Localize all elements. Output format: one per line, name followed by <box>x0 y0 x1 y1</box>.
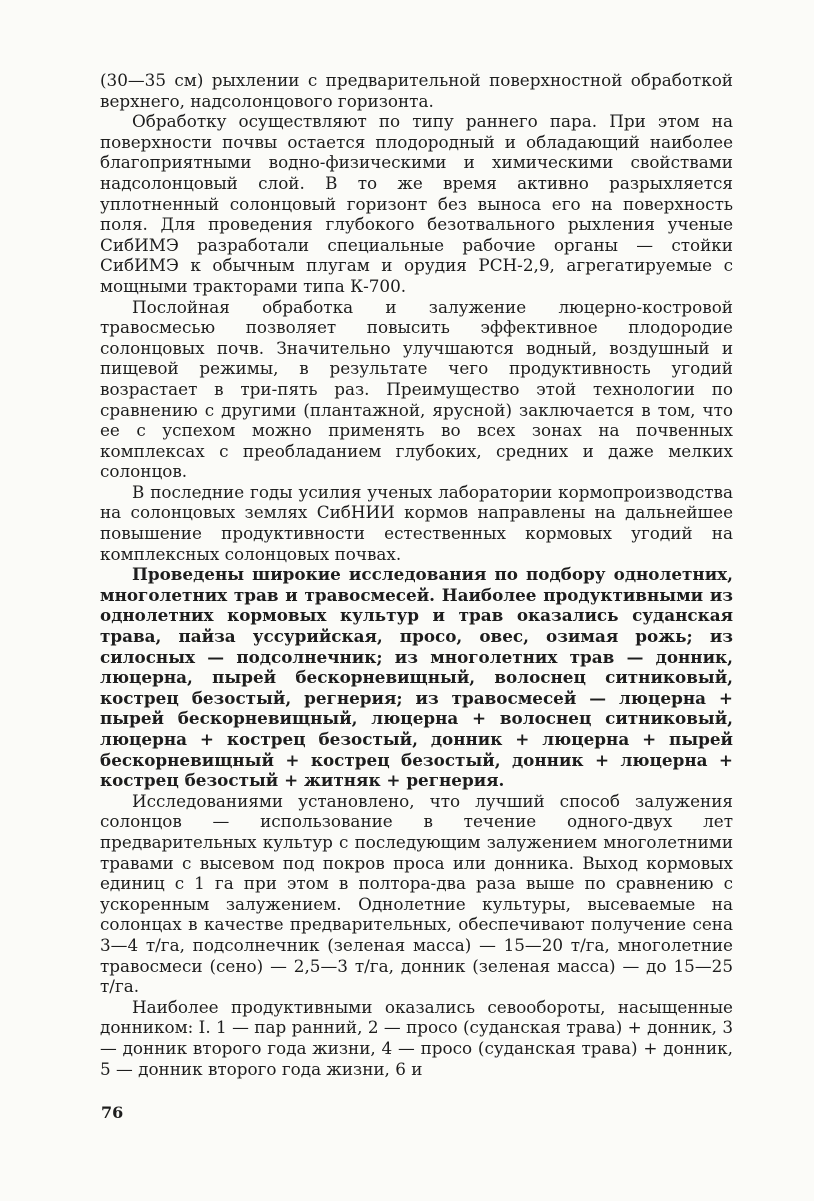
paragraph-1: (30—35 см) рыхлении с предварительной поверхностной обработкой верхнего, надсолонцового горизонта. <box>100 70 733 111</box>
page-number: 76 <box>101 1103 124 1122</box>
paragraph-3: Послойная обработка и залужение люцерно-костровой травосмесью позволяет повысить эффективное плодородие солонцовых почв. Значительно улучшаются водный, воздушный и пищевой режимы, в результате чего продуктивность угодий возрастает в три-пять раз. Преимущество этой технологии по сравнению с другими (плантажной, ярусной) заключается в том, что ее с успехом можно применять во всех зонах на почвенных комплексах с преобладанием глубоких, средних и даже мелких солонцов. <box>100 296 733 482</box>
paragraph-5: Проведены широкие исследования по подбору однолетних, многолетних трав и травосмесей. Наиболее продуктивными из однолетних кормовых культур и трав оказались суданская трава, пайза уссурийская, просо, овес, озимая рожь; из силосных — подсолнечник; из многолетних трав — донник, люцерна, пырей бескорневищный, волоснец ситниковый, кострец безостый, регнерия; из травосмесей — люцерна + пырей бескорневищный, люцерна + волоснец ситниковый, люцерна + кострец безостый, донник + люцерна + пырей бескорневищный + кострец безостый, донник + люцерна + кострец безостый + житняк + регнерия. <box>100 564 733 791</box>
page-text <box>100 70 733 1079</box>
paragraph-6: Исследованиями установлено, что лучший способ залужения солонцов — использование в течение одного-двух лет предварительных культур с последующим залужением многолетними травами с высевом под покров проса или донника. Выход кормовых единиц с 1 га при этом в полтора-два раза выше по сравнению с ускоренным залужением. Однолетние культуры, высеваемые на солонцах в качестве предварительных, обеспечивают получение сена 3—4 т/га, подсолнечник (зеленая масса) — 15—20 т/га, многолетние травосмеси (сено) — 2,5—3 т/га, донник (зеленая масса) — до 15—25 т/га. <box>100 790 733 997</box>
paragraph-7: Наиболее продуктивными оказались севообороты, насыщенные донником: I. 1 — пар ранний, 2 — просо (суданская трава) + донник, 3 — донник второго года жизни, 4 — просо (суданская трава) + донник, 5 — донник второго года жизни, 6 и <box>100 996 733 1079</box>
paragraph-2: Обработку осуществляют по типу раннего пара. При этом на поверхности почвы остается плодородный и обладающий наиболее благоприятными водно-физическими и химическими свойствами надсолонцовый слой. В то же время активно разрыхляется уплотненный солонцовый горизонт без выноса его на поверхность поля. Для проведения глубокого безотвального рыхления ученые СибИМЭ разработали специальные рабочие органы — стойки СибИМЭ к обычным плугам и орудия РСН-2,9, агрегатируемые с мощными тракторами типа К-700. <box>100 111 733 296</box>
paragraph-4: В последние годы усилия ученых лаборатории кормопроизводства на солонцовых землях СибНИИ кормов направлены на дальнейшее повышение продуктивности естественных кормовых угодий на комплексных солонцовых почвах. <box>100 481 733 564</box>
